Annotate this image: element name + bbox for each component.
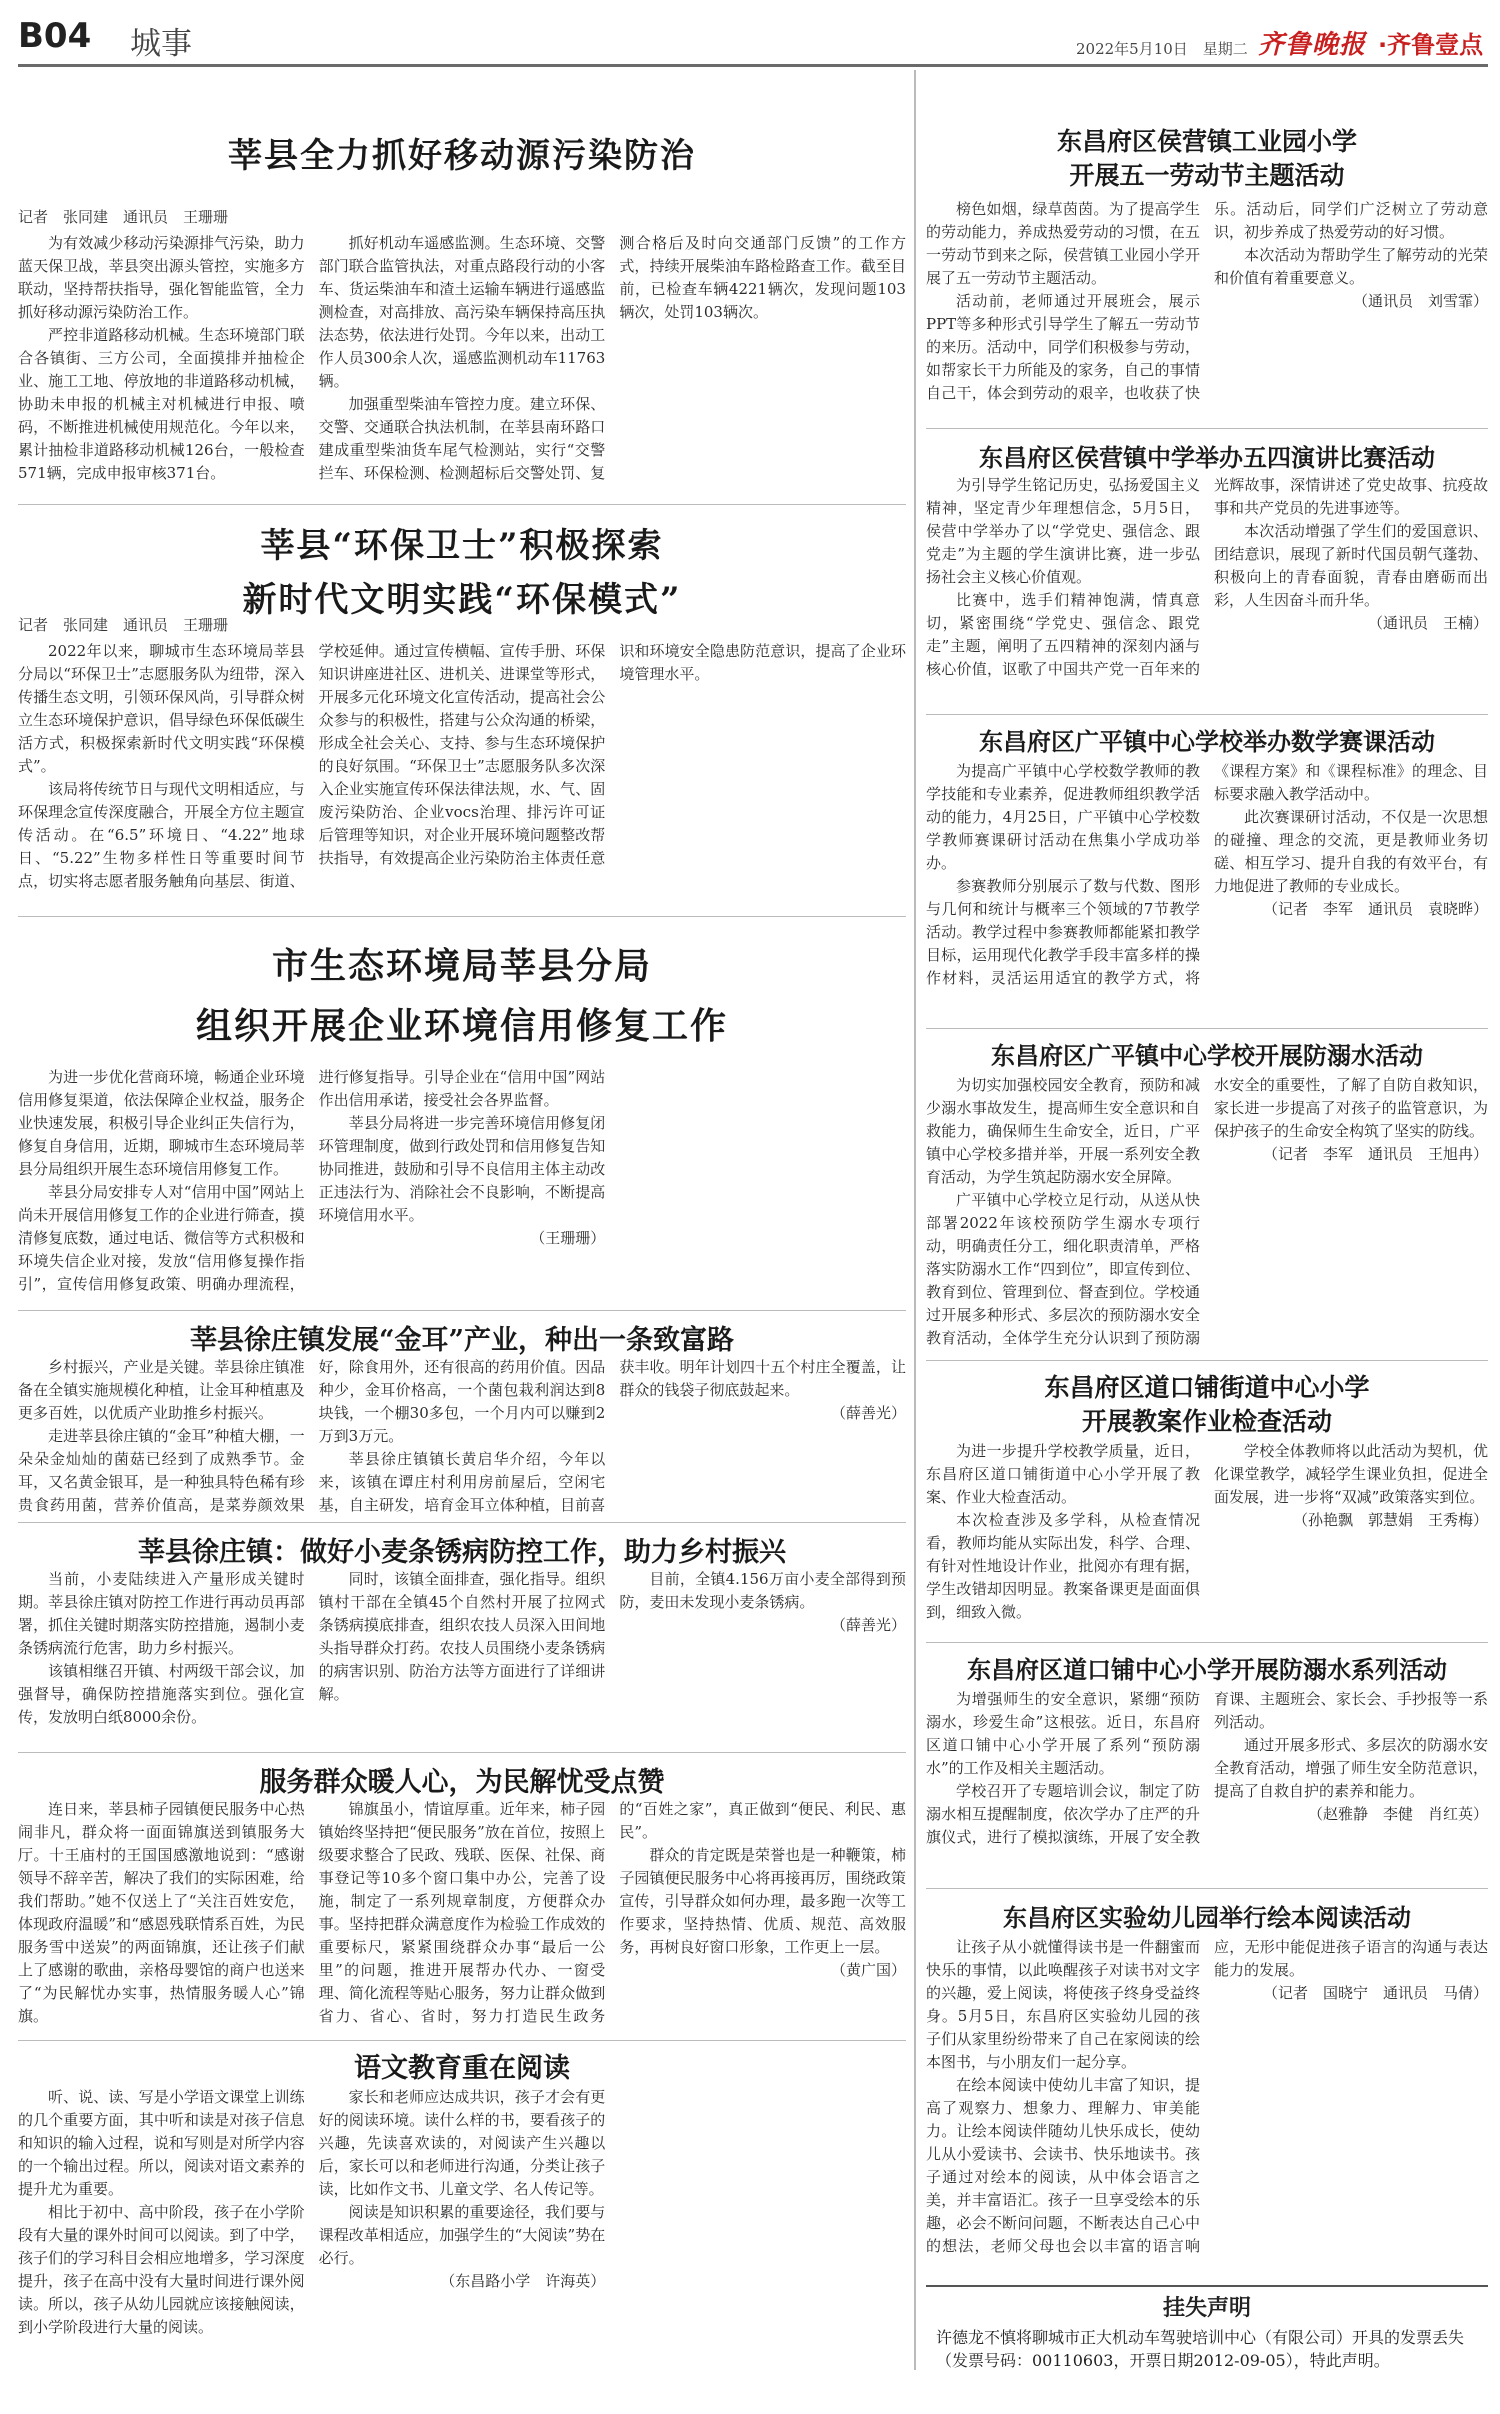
author-signature: （薛善光）: [830, 1616, 906, 1634]
divider: [926, 1360, 1488, 1361]
notice-body: 许德龙不慎将聊城市正大机动车驾驶培训中心（有限公司）开具的发票丢失（发票号码：00110603，开票日期2012-09-05），特此声明。: [936, 2328, 1465, 2370]
paragraph: 比赛中，选手们精神饱满，情真意切，紧密围绕“学党史、强信念、跟党走”主题，阐明了五四精神的深刻内涵与核心价值，讴歌了中国共产党一百年来的光辉故事，深情讲述了党史故事、抗疫故事和共产党员的先进事迹等。: [926, 476, 1488, 678]
article-7-body: [18, 2086, 906, 2374]
paragraph: 抓好机动车遥感监测。生态环境、交警部门联合监管执法，对重点路段行动的小客车、货运柴油车和渣土运输车辆进行遥感监测检查，对高排放、高污染车辆保持高压执法态势，依法进行处罚。今年以来，出动工作人员300余人次，遥感监测机动车11763辆。: [318, 234, 606, 390]
paragraph: 加强重型柴油车管控力度。建立环保、交警、交通联合执法机制，在莘县南环路口建成重型柴油货车尾气检测站，实行“交警拦车、环保检测、检测超标后交警处罚、复测合格后及时向交通部门反馈”的工作方式，持续开展柴油车路检路查工作。截至目前，已检查车辆4221辆次，发现问题103辆次，处罚103辆次。: [318, 234, 906, 482]
article-2-title-line-2: 新时代文明实践“环保模式”: [242, 580, 682, 620]
page-number: B04: [18, 16, 92, 56]
author-signature: （记者 李军 通讯员 王旭冉）: [1262, 1145, 1488, 1163]
r2-title: 东昌府区侯营镇中学举办五四演讲比赛活动: [979, 443, 1435, 472]
divider: [18, 1310, 906, 1311]
app-logo: ·齐鲁壹点: [1378, 31, 1484, 59]
author-signature: （东昌路小学 许海英）: [440, 2272, 606, 2290]
paragraph: 此次赛课研讨活动，不仅是一次思想的碰撞、理念的交流，更是教师业务切磋、相互学习、提升自我的有效平台，有力地促进了教师的专业成长。: [1214, 808, 1488, 895]
paragraph: 在绘本阅读中使幼儿丰富了知识，提高了观察力、想象力、理解力、审美能力。让绘本阅读伴随幼儿快乐成长，使幼儿从小爱读书、会读书、快乐地读书。孩子通过对绘本的阅读，从中体会语言之美，并丰富语汇。孩子一旦享受绘本的乐趣，必会不断问问题，不断表达自己心中的想法，老师父母也会以丰富的语言响应，无形中能促进孩子语言的沟通与表达能力的发展。: [926, 1938, 1488, 2255]
article-1-byline: 记者 张同建 通讯员 王珊珊: [18, 208, 229, 226]
r5-body: [926, 1440, 1488, 1636]
paragraph: 当前，小麦陆续进入产量形成关键时期。莘县徐庄镇对防控工作进行再动员再部署，抓住关键时期落实防控措施，遏制小麦条锈病流行危害，助力乡村振兴。: [18, 1570, 305, 1657]
r1-body: [926, 198, 1488, 424]
article-3-body: [18, 1066, 906, 1306]
paragraph: 广平镇中心学校立足行动，从送从快部署2022年该校预防学生溺水专项行动，明确责任分工，细化职责清单，严格落实防溺水工作“四到位”，即宣传到位、教育到位、管理到位、督查到位。学校通过开展多种形式、多层次的预防溺水安全教育活动，全体学生充分认识到了预防溺水安全的重要性，了解了自防自救知识，家长进一步提高了对孩子的监管意识，为保护孩子的生命安全构筑了坚实的防线。: [926, 1076, 1488, 1347]
r2-body: [926, 474, 1488, 708]
article-1-title: 莘县全力抓好移动源污染防治: [228, 136, 696, 176]
author-signature: （孙艳飘 郭慧娟 王秀梅）: [1292, 1511, 1488, 1529]
author-signature: （记者 李军 通讯员 袁晓晔）: [1262, 900, 1488, 918]
issue-date: 2022年5月10日 星期二: [1076, 40, 1248, 58]
paragraph: 为进一步优化营商环境，畅通企业环境信用修复渠道，依法保障企业权益，服务企业快速发展，积极引导企业纠正失信行为，修复自身信用，近期，聊城市生态环境局莘县分局组织开展生态环境信用修复工作。: [18, 1068, 305, 1178]
paragraph: 家长和老师应达成共识，孩子才会有更好的阅读环境。读什么样的书，要看孩子的兴趣，先读喜欢读的，对阅读产生兴趣以后，家长可以和老师进行沟通，分类让孩子读，比如作文书、儿童文学、名人传记等。: [318, 2088, 606, 2198]
paragraph: 为进一步提升学校教学质量，近日，东昌府区道口铺街道中心小学开展了教案、作业大检查活动。: [926, 1442, 1200, 1506]
paragraph: 通过开展多形式、多层次的防溺水安全教育活动，增强了师生安全防范意识，提高了自救自护的素养和能力。: [1214, 1736, 1488, 1800]
masthead-rule: [18, 64, 1488, 67]
author-signature: （王珊珊）: [530, 1229, 606, 1247]
paragraph: 目前，全镇4.156万亩小麦全部得到预防，麦田未发现小麦条锈病。: [619, 1570, 906, 1611]
r5-title-line-2: 开展教案作业检查活动: [1081, 1407, 1332, 1436]
paragraph: 严控非道路移动机械。生态环境部门联合各镇街、三方公司，全面摸排并抽检企业、施工工地、停放地的非道路移动机械，协助未申报的机械主对机械进行申报、喷码，不断推进机械使用规范化。今年以来，累计抽检非道路移动机械126台，一般检查571辆，完成申报审核371台。: [18, 326, 305, 482]
author-signature: （记者 国晓宁 通讯员 马倩）: [1262, 1984, 1488, 2002]
r1-title-line-1: 东昌府区侯营镇工业园小学: [1056, 127, 1357, 156]
paragraph: 榜色如烟，绿草茵茵。为了提高学生的劳动能力，养成热爱劳动的习惯，在五一劳动节到来之际，侯营镇工业园小学开展了五一劳动节主题活动。: [926, 200, 1200, 287]
paragraph: 学校召开了专题培训会议，制定了防溺水相互提醒制度，依次学办了庄严的升旗仪式，进行了模拟演练，开展了安全教育课、主题班会、家长会、手抄报等一系列活动。: [926, 1690, 1488, 1846]
paragraph: 为引导学生铭记历史，弘扬爱国主义精神，坚定青少年理想信念，5月5日，侯营中学举办了以“学党史、强信念、跟党走”为主题的学生演讲比赛，进一步弘扬社会主义核心价值观。: [926, 476, 1200, 586]
section-name: 城事: [130, 26, 192, 62]
paragraph: 莘县分局安排专人对“信用中国”网站上尚未开展信用修复工作的企业进行筛查，摸清修复底数，通过电话、微信等方式积极和环境失信企业对接，发放“信用修复操作指引”，宣传信用修复政策、明确办理流程，进行修复指导。引导企业在“信用中国”网站作出信用承诺，接受社会各界监督。: [18, 1068, 606, 1293]
r3-title: 东昌府区广平镇中心学校举办数学赛课活动: [979, 727, 1435, 756]
article-1-body: [18, 232, 906, 494]
article-4-title: 莘县徐庄镇发展“金耳”产业，种出一条致富路: [189, 1325, 735, 1356]
article-2-byline: 记者 张同建 通讯员 王珊珊: [18, 616, 229, 634]
lost-notice: [926, 2285, 1488, 2375]
divider: [926, 1642, 1488, 1643]
paragraph: 为切实加强校园安全教育，预防和减少溺水事故发生，提高师生安全意识和自救能力，确保师生生命安全，近日，广平镇中心学校多措并举，开展一系列安全教育活动，为学生筑起防溺水安全屏障。: [926, 1076, 1200, 1186]
author-signature: （通讯员 刘雪霏）: [1352, 292, 1488, 310]
paragraph: 群众的肯定既是荣誉也是一种鞭策，柿子园镇便民服务中心将再接再厉，围绕政策宣传，引导群众如何办理，最多跑一次等工作要求，坚持热情、优质、规范、高效服务，再树良好窗口形象，工作更上一层。: [619, 1846, 906, 1956]
divider: [18, 2040, 906, 2041]
author-signature: （黄广国）: [830, 1961, 906, 1979]
divider: [18, 1522, 906, 1523]
divider: [926, 1888, 1488, 1889]
masthead: [18, 12, 1488, 60]
paragraph: 莘县徐庄镇镇长黄启华介绍，今年以来，该镇在谭庄村利用房前屋后，空闲宅基，自主研发，培育金耳立体种植，目前喜获丰收。明年计划四十五个村庄全覆盖，让群众的钱袋子彻底鼓起来。: [318, 1358, 906, 1514]
paragraph: 本次检查涉及多学科，从检查情况看，教师均能从实际出发，科学、合理、有针对性地设计作业，批阅亦有理有据，学生改错却因明显。教案备课更是面面俱到，细致入微。: [926, 1511, 1200, 1621]
divider: [18, 916, 906, 917]
author-signature: （薛善光）: [830, 1404, 906, 1422]
divider: [926, 1028, 1488, 1029]
article-6-title: 服务群众暖人心，为民解忧受点赞: [259, 1767, 665, 1798]
article-3-title-line-1: 市生态环境局莘县分局: [271, 945, 652, 987]
paragraph: 莘县分局将进一步完善环境信用修复闭环管理制度，做到行政处罚和信用修复告知协同推进，鼓励和引导不良信用主体主动改正违法行为、消除社会不良影响，不断提高环境信用水平。: [318, 1114, 606, 1224]
r4-body: [926, 1074, 1488, 1354]
r7-title: 东昌府区实验幼儿园举行绘本阅读活动: [1003, 1903, 1411, 1932]
article-6-body: [18, 1798, 906, 2034]
paragraph: 该局将传统节日与现代文明相适应，与环保理念宣传深度融合，开展全方位主题宣传活动。在“6.5”环境日、“4.22”地球日、“5.22”生物多样性日等重要时间节点，切实将志愿者服务触角向基层、街道、学校延伸。通过宣传横幅、宣传手册、环保知识讲座进社区、进机关、进课堂等形式，开展多元化环境文化宣传活动，提高社会公众参与的积极性，搭建与公众沟通的桥梁，形成全社会关心、支持、参与生态环境保护的良好氛围。“环保卫士”志愿服务队多次深入企业实施宣传环保法律法规，水、气、固废污染防治、企业vocs治理、排污许可证后管理等知识，对企业开展环境问题整改帮扶指导，有效提高企业污染防治主体责任意识和环境安全隐患防范意识，提高了企业环境管理水平。: [18, 642, 906, 890]
article-5-title: 莘县徐庄镇：做好小麦条锈病防控工作，助力乡村振兴: [138, 1537, 786, 1568]
paragraph: 为提高广平镇中心学校数学教师的教学技能和专业素养，促进教师组织教学活动的能力，4月25日，广平镇中心学校数学教师赛课研讨活动在焦集小学成功举办。: [926, 762, 1200, 872]
article-2-title-line-1: 莘县“环保卫士”积极探索: [260, 526, 664, 566]
paragraph: 为有效减少移动污染源排气污染，助力蓝天保卫战，莘县突出源头管控，实施多方联动，坚持帮扶指导，强化智能监管，全力抓好移动源污染防治工作。: [18, 234, 305, 321]
paragraph: 连日来，莘县柿子园镇便民服务中心热闹非凡，群众将一面面锦旗送到镇服务大厅。十王庙村的王国国感激地说到：“感谢领导不辞辛苦，解决了我们的实际困难，给我们帮助。”她不仅送上了“关注百姓安危，体现政府温暖”和“感恩残联情系百姓，为民服务雪中送炭”的两面锦旗，还让孩子们献上了感谢的歌曲，亲格母婴馆的商户也送来了“为民解忧办实事，热情服务暖人心”锦旗。: [18, 1800, 305, 2025]
r6-title: 东昌府区道口铺中心小学开展防溺水系列活动: [967, 1655, 1447, 1684]
r1-title-line-2: 开展五一劳动节主题活动: [1069, 161, 1345, 190]
paragraph: 本次活动增强了学生们的爱国意识、团结意识，展现了新时代国员朝气蓬勃、积极向上的青春面貌，青春由磨砺而出彩，人生因奋斗而升华。: [1214, 522, 1488, 609]
paragraph: 相比于初中、高中阶段，孩子在小学阶段有大量的课外时间可以阅读。到了中学，孩子们的学习科目会相应地增多，学习深度提升，孩子在高中没有大量时间进行课外阅读。所以，孩子从幼儿园就应该接触阅读，到小学阶段进行大量的阅读。: [18, 2203, 305, 2336]
article-7-title: 语文教育重在阅读: [354, 2053, 570, 2084]
divider: [926, 428, 1488, 429]
column-divider: [914, 70, 916, 2370]
article-3-title-line-2: 组织开展企业环境信用修复工作: [195, 1005, 728, 1047]
r7-body: [926, 1936, 1488, 2278]
paragraph: 走进莘县徐庄镇的“金耳”种植大棚，一朵朵金灿灿的菌菇已经到了成熟季节。金耳，又名黄金银耳，是一种独具特色稀有珍贵食药用菌，营养价值高，是菜券颜效果好，除食用外，还有很高的药用价值。因品种少，金耳价格高，一个菌包栽利润达到8块钱，一个棚30多包，一个月内可以赚到2万到3万元。: [18, 1358, 606, 1514]
paragraph: 活动前，老师通过开展班会，展示PPT等多种形式引导学生了解五一劳动节的来历。活动中，同学们积极参与劳动，如帮家长干力所能及的家务，自己的事情自己干，体会到劳动的艰辛，也收获了快乐。活动后，同学们广泛树立了劳动意识，初步养成了热爱劳动的好习惯。: [926, 200, 1488, 402]
r6-body: [926, 1688, 1488, 1882]
divider: [18, 1752, 906, 1753]
notice-title: 挂失声明: [1162, 2296, 1251, 2321]
newspaper-logo: 齐鲁晚报: [1258, 30, 1367, 60]
r5-title-line-1: 东昌府区道口铺街道中心小学: [1044, 1373, 1370, 1402]
paragraph: 参赛教师分别展示了数与代数、图形与几何和统计与概率三个领域的7节教学活动。教学过程中参赛教师都能紧扣教学目标，运用现代化教学手段丰富多样的操作材料，灵活运用适宜的教学方式，将《课程方案》和《课程标准》的理念、目标要求融入教学活动中。: [926, 762, 1488, 987]
paragraph: 学校全体教师将以此活动为契机，优化课堂教学，减轻学生课业负担，促进全面发展，进一步将“双减”政策落实到位。: [1214, 1442, 1488, 1506]
paragraph: 同时，该镇全面排查，强化指导。组织镇村干部在全镇45个自然村开展了拉网式条锈病摸底排查，组织农技人员深入田间地头指导群众打药。农技人员围绕小麦条锈病的病害识别、防治方法等方面进行了详细讲解。: [318, 1570, 606, 1703]
paragraph: 阅读是知识积累的重要途径，我们要与课程改革相适应，加强学生的“大阅读”势在必行。: [318, 2203, 606, 2267]
paragraph: 听、说、读、写是小学语文课堂上训练的几个重要方面，其中听和读是对孩子信息和知识的输入过程，说和写则是对所学内容的一个输出过程。所以，阅读对语文素养的提升尤为重要。: [18, 2088, 305, 2198]
r4-title: 东昌府区广平镇中心学校开展防溺水活动: [991, 1041, 1423, 1070]
r3-body: [926, 760, 1488, 1022]
article-2-body: [18, 640, 906, 908]
paragraph: 该镇相继召开镇、村两级干部会议，加强督导，确保防控措施落实到位。强化宣传，发放明白纸8000余份。: [18, 1662, 305, 1726]
author-signature: （通讯员 王楠）: [1367, 614, 1488, 632]
article-4-body: [18, 1356, 906, 1520]
paragraph: 本次活动为帮助学生了解劳动的光荣和价值有着重要意义。: [1214, 246, 1488, 287]
divider: [926, 714, 1488, 715]
paragraph: 2022年以来，聊城市生态环境局莘县分局以“环保卫士”志愿服务队为纽带，深入传播生态文明，引领环保风尚，引导群众树立生态环境保护意识，倡导绿色环保低碳生活方式，积极探索新时代文明实践“环保模式”。: [18, 642, 305, 775]
divider: [18, 504, 906, 505]
article-5-body: [18, 1568, 906, 1748]
paragraph: 让孩子从小就懂得读书是一件翻蜜而快乐的事情，以此唤醒孩子对读书对文字的兴趣，爱上阅读，将使孩子终身受益终身。5月5日，东昌府区实验幼儿园的孩子们从家里纷纷带来了自己在家阅读的绘本图书，与小朋友们一起分享。: [926, 1938, 1200, 2071]
paragraph: 锦旗虽小，情谊厚重。近年来，柿子园镇始终坚持把“便民服务”放在首位，按照上级要求整合了民政、残联、医保、社保、商事登记等10多个窗口集中办公，完善了设施，制定了一系列规章制度，方便群众办事。坚持把群众满意度作为检验工作成效的重要标尺，紧紧围绕群众办事“最后一公里”的问题，推进开展帮办代办、一窗受理、简化流程等贴心服务，努力让群众做到省力、省心、省时，努力打造民生政务的“百姓之家”，真正做到“便民、利民、惠民”。: [318, 1800, 906, 2025]
paragraph: 为增强师生的安全意识，紧绷“预防溺水，珍爱生命”这根弦。近日，东昌府区道口铺中心小学开展了系列“预防溺水”的工作及相关主题活动。: [926, 1690, 1200, 1777]
paragraph: 乡村振兴，产业是关键。莘县徐庄镇准备在全镇实施规模化种植，让金耳种植惠及更多百姓，以优质产业助推乡村振兴。: [18, 1358, 305, 1422]
author-signature: （赵雅静 李健 肖红英）: [1307, 1805, 1488, 1823]
